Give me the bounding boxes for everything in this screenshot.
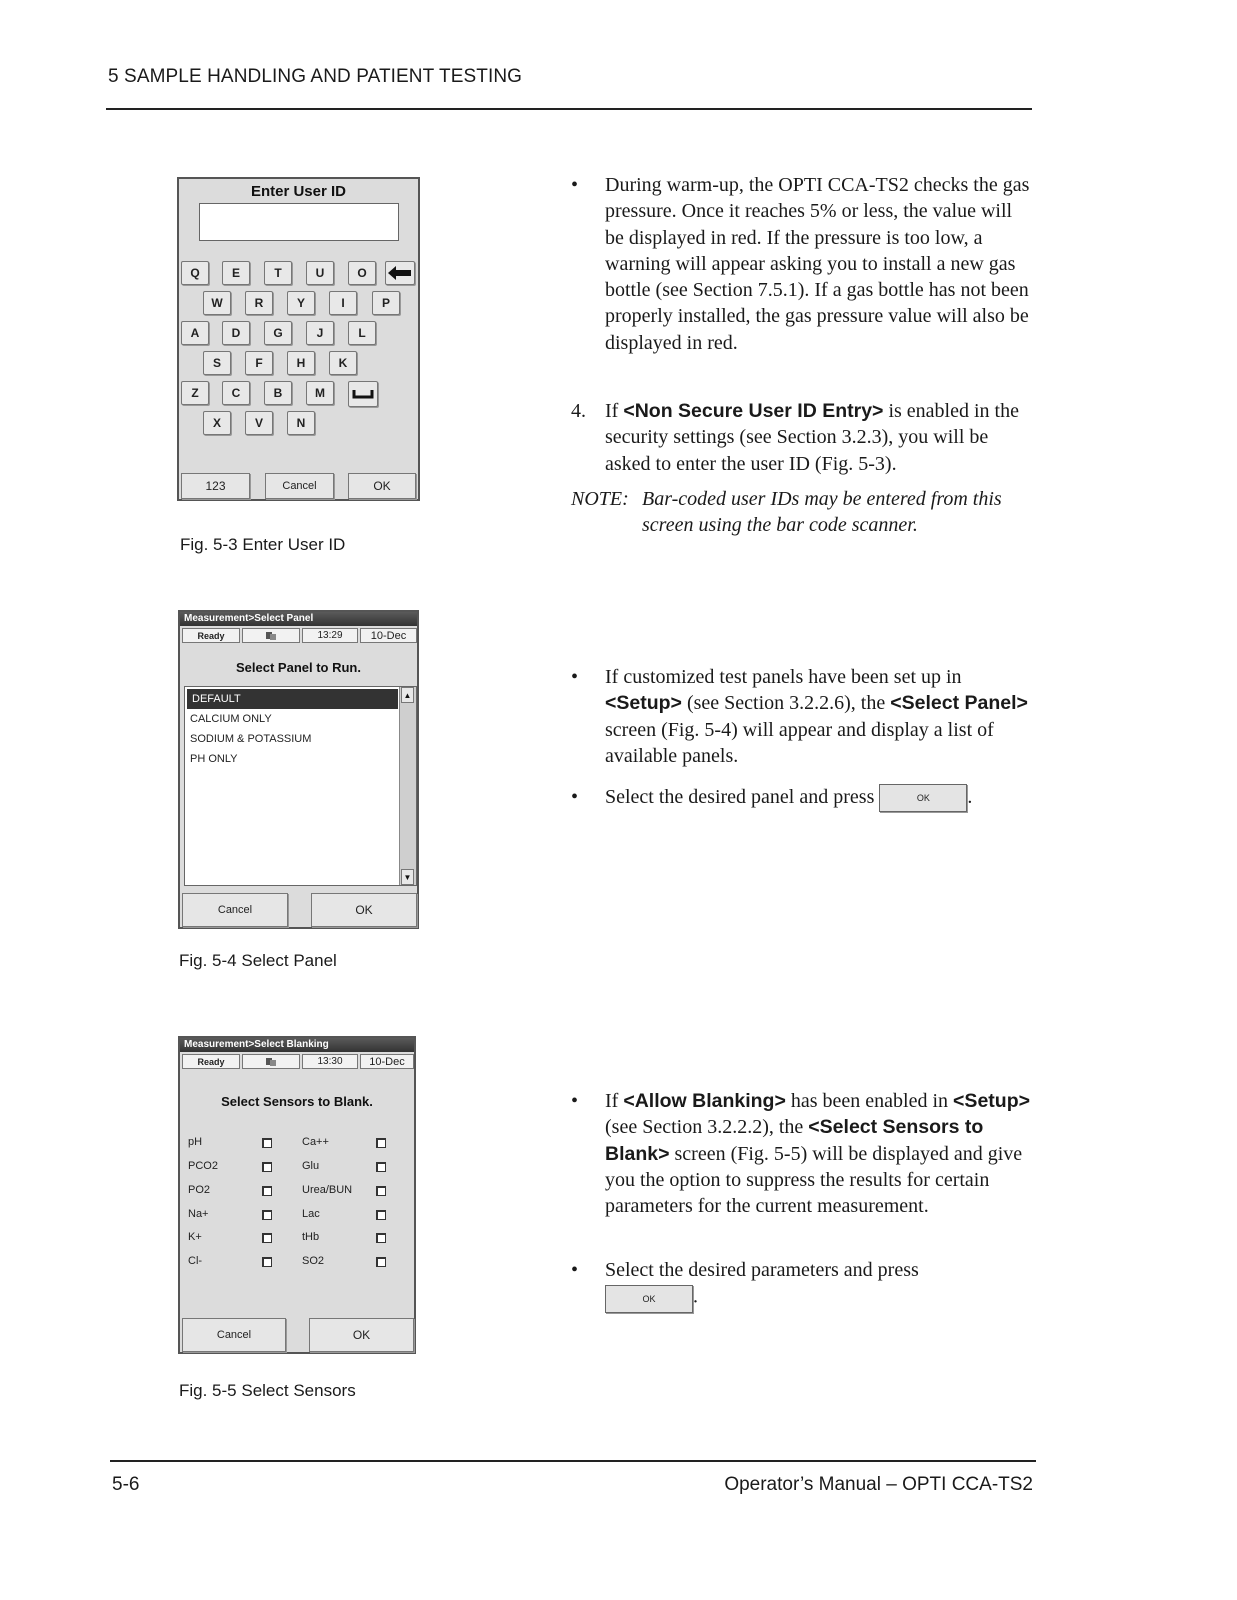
- key-e[interactable]: E: [222, 261, 250, 285]
- key-f[interactable]: F: [245, 351, 273, 375]
- cancel-button[interactable]: Cancel: [182, 893, 288, 927]
- panel-list: [184, 686, 417, 886]
- key-i[interactable]: I: [329, 291, 357, 315]
- backspace-arrow-icon: [388, 266, 412, 280]
- ok-button-graphic: OK: [605, 1285, 693, 1313]
- setting-name: <Allow Blanking>: [623, 1090, 786, 1112]
- status-state: Ready: [182, 628, 240, 643]
- status-icon-cell: [242, 628, 300, 643]
- scroll-up-icon[interactable]: ▲: [401, 687, 414, 703]
- bullet-marker: •: [571, 174, 579, 196]
- blanking-bullet: [571, 1088, 1041, 1248]
- status-time: 13:30: [302, 1054, 358, 1069]
- key-r[interactable]: R: [245, 291, 273, 315]
- key-s[interactable]: S: [203, 351, 231, 375]
- screen-name: <Select Sensors to Blank>: [605, 1116, 984, 1165]
- list-item[interactable]: CALCIUM ONLY: [190, 713, 272, 725]
- user-id-input[interactable]: [199, 203, 399, 241]
- sensor-checkbox[interactable]: [376, 1162, 386, 1172]
- sensor-checkbox[interactable]: [376, 1257, 386, 1267]
- key-g[interactable]: G: [264, 321, 292, 345]
- backspace-key[interactable]: [385, 261, 415, 285]
- screen-titlebar: Measurement>Select Blanking: [180, 1038, 414, 1052]
- panel-bullet: [571, 664, 1041, 774]
- list-item[interactable]: DEFAULT: [187, 689, 398, 709]
- key-x[interactable]: X: [203, 411, 231, 435]
- text-run: is enabled in the security settings (see Section 3.2.3), you will be asked to enter the user ID (Fig. 5-3).: [605, 400, 1019, 475]
- text-run: has been enabled in: [785, 1090, 954, 1112]
- paragraph: During warm-up, the OPTI CCA-TS2 checks the gas pressure. Once it reaches 5% or less, the value will be displayed in red. If the pressure is too low, a warning will appear asking you to install a new gas bottle (see Section 7.5.1). If a gas bottle has not been properly installed, the gas pressure value will also be displayed in red.: [605, 174, 1030, 354]
- setting-name: <Setup>: [953, 1090, 1030, 1112]
- numeric-button[interactable]: 123: [181, 473, 250, 499]
- setting-name: <Setup>: [605, 692, 682, 715]
- scrollbar[interactable]: [399, 687, 416, 885]
- sensor-label: Cl-: [188, 1255, 203, 1267]
- ok-button[interactable]: OK: [311, 893, 417, 927]
- sensor-label: SO2: [302, 1255, 325, 1267]
- text-run: Select the desired parameters and press: [605, 1259, 919, 1281]
- sensor-checkbox[interactable]: [262, 1186, 272, 1196]
- text-run: screen (Fig. 5-5) will be displayed and give you the option to suppress the results for certain parameters for the current measurement.: [605, 1142, 1023, 1218]
- sensor-label: Urea/BUN: [302, 1184, 353, 1196]
- page-number: 5-6: [112, 1474, 140, 1495]
- sensor-checkbox[interactable]: [376, 1138, 386, 1148]
- key-h[interactable]: H: [287, 351, 315, 375]
- sensor-checkbox[interactable]: [376, 1186, 386, 1196]
- sensor-label: tHb: [302, 1231, 320, 1243]
- step-number: 4.: [571, 400, 586, 422]
- sensor-checkbox[interactable]: [376, 1233, 386, 1243]
- status-date: 10-Dec: [360, 1054, 414, 1069]
- key-z[interactable]: Z: [181, 381, 209, 405]
- key-a[interactable]: A: [181, 321, 209, 345]
- figure-caption: Fig. 5-5 Select Sensors: [179, 1381, 356, 1400]
- running-header: 5 SAMPLE HANDLING AND PATIENT TESTING: [108, 66, 523, 87]
- status-bar: [180, 1054, 414, 1070]
- ok-button[interactable]: OK: [309, 1318, 414, 1352]
- footer-rule: [110, 1460, 1036, 1462]
- blanking-press-bullet: [571, 1257, 1041, 1317]
- key-y[interactable]: Y: [287, 291, 315, 315]
- setting-name: <Non Secure User ID Entry>: [623, 400, 884, 422]
- figure-caption: Fig. 5-3 Enter User ID: [180, 535, 346, 554]
- cancel-button[interactable]: Cancel: [265, 473, 334, 499]
- sensor-label: Na+: [188, 1208, 209, 1220]
- scroll-down-icon[interactable]: ▼: [401, 869, 414, 885]
- sensor-label: Glu: [302, 1160, 320, 1172]
- sensor-label: pH: [188, 1136, 203, 1148]
- text-run: screen (Fig. 5-4) will appear and display a list of available panels.: [605, 718, 994, 767]
- text-run: .: [693, 1285, 698, 1308]
- sensor-checkbox[interactable]: [376, 1210, 386, 1220]
- key-m[interactable]: M: [306, 381, 334, 405]
- screen-name: <Select Panel>: [890, 692, 1028, 715]
- key-c[interactable]: C: [222, 381, 250, 405]
- select-sensors-screen: [178, 1036, 416, 1354]
- space-bar-icon: [352, 389, 374, 399]
- sensor-checkbox[interactable]: [262, 1162, 272, 1172]
- text-run: .: [967, 786, 973, 808]
- paragraph: [605, 398, 1035, 477]
- status-time: 13:29: [302, 628, 358, 643]
- key-w[interactable]: W: [203, 291, 231, 315]
- paragraph: [605, 1088, 1035, 1219]
- paragraph: [605, 664, 1035, 769]
- screen-heading: Select Sensors to Blank.: [221, 1094, 373, 1109]
- screen-title: Enter User ID: [250, 183, 347, 200]
- ok-button[interactable]: OK: [348, 473, 416, 499]
- text-run: (see Section 3.2.2.2), the: [605, 1116, 809, 1139]
- screen-heading: Select Panel to Run.: [236, 660, 361, 675]
- sensor-checkbox[interactable]: [262, 1233, 272, 1243]
- enter-user-id-screen: [177, 177, 420, 501]
- key-l[interactable]: L: [348, 321, 376, 345]
- space-key[interactable]: [348, 381, 378, 407]
- text-run: If customized test panels have been set up in: [605, 666, 962, 688]
- text-run: (see Section 3.2.2.6), the: [681, 692, 891, 715]
- sensor-label: Ca++: [302, 1136, 329, 1148]
- sensor-label: Lac: [302, 1208, 320, 1220]
- sensor-label: PCO2: [188, 1160, 218, 1172]
- key-u[interactable]: U: [306, 261, 334, 285]
- bullet-marker: •: [571, 666, 579, 688]
- ok-button-graphic: OK: [879, 784, 967, 812]
- status-bar: [180, 628, 417, 644]
- status-date: 10-Dec: [360, 628, 417, 643]
- key-t[interactable]: T: [264, 261, 292, 285]
- note-text: Bar-coded user IDs may be entered from this screen using the bar code scanner.: [642, 488, 1002, 537]
- key-p[interactable]: P: [372, 291, 400, 315]
- key-n[interactable]: N: [287, 411, 315, 435]
- sensor-label: PO2: [188, 1184, 211, 1196]
- key-q[interactable]: Q: [181, 261, 209, 285]
- note-label: NOTE:: [571, 488, 629, 510]
- cartridge-icon: [265, 631, 277, 641]
- paragraph: [605, 784, 1035, 812]
- screen-titlebar: Measurement>Select Panel: [180, 612, 417, 626]
- text-run: If: [605, 1090, 624, 1112]
- cartridge-icon: [265, 1057, 277, 1067]
- sensor-label: K+: [188, 1231, 202, 1243]
- sensor-checkbox[interactable]: [262, 1257, 272, 1267]
- status-icon-cell: [242, 1054, 300, 1069]
- panel-press-bullet: [571, 784, 1041, 818]
- text-run: Select the desired panel and press: [605, 786, 880, 808]
- key-j[interactable]: J: [306, 321, 334, 345]
- key-o[interactable]: O: [348, 261, 376, 285]
- key-v[interactable]: V: [245, 411, 273, 435]
- figure-caption: Fig. 5-4 Select Panel: [179, 951, 337, 970]
- list-item[interactable]: PH ONLY: [190, 753, 238, 765]
- list-item[interactable]: SODIUM & POTASSIUM: [190, 733, 312, 745]
- paragraph: [605, 1257, 1035, 1313]
- manual-title: Operator’s Manual – OPTI CCA-TS2: [724, 1474, 1033, 1495]
- status-state: Ready: [182, 1054, 240, 1069]
- bullet-marker: •: [571, 1090, 579, 1112]
- warmup-bullet: [571, 172, 1041, 362]
- sensor-checkbox[interactable]: [262, 1210, 272, 1220]
- key-b[interactable]: B: [264, 381, 292, 405]
- select-panel-screen: [178, 610, 419, 929]
- bullet-marker: •: [571, 1259, 579, 1281]
- header-rule: [106, 108, 1032, 110]
- bullet-marker: •: [571, 786, 579, 808]
- step-4: [571, 398, 1041, 478]
- sensor-checkbox[interactable]: [262, 1138, 272, 1148]
- key-k[interactable]: K: [329, 351, 357, 375]
- key-d[interactable]: D: [222, 321, 250, 345]
- cancel-button[interactable]: Cancel: [182, 1318, 286, 1352]
- text-run: If: [605, 400, 624, 422]
